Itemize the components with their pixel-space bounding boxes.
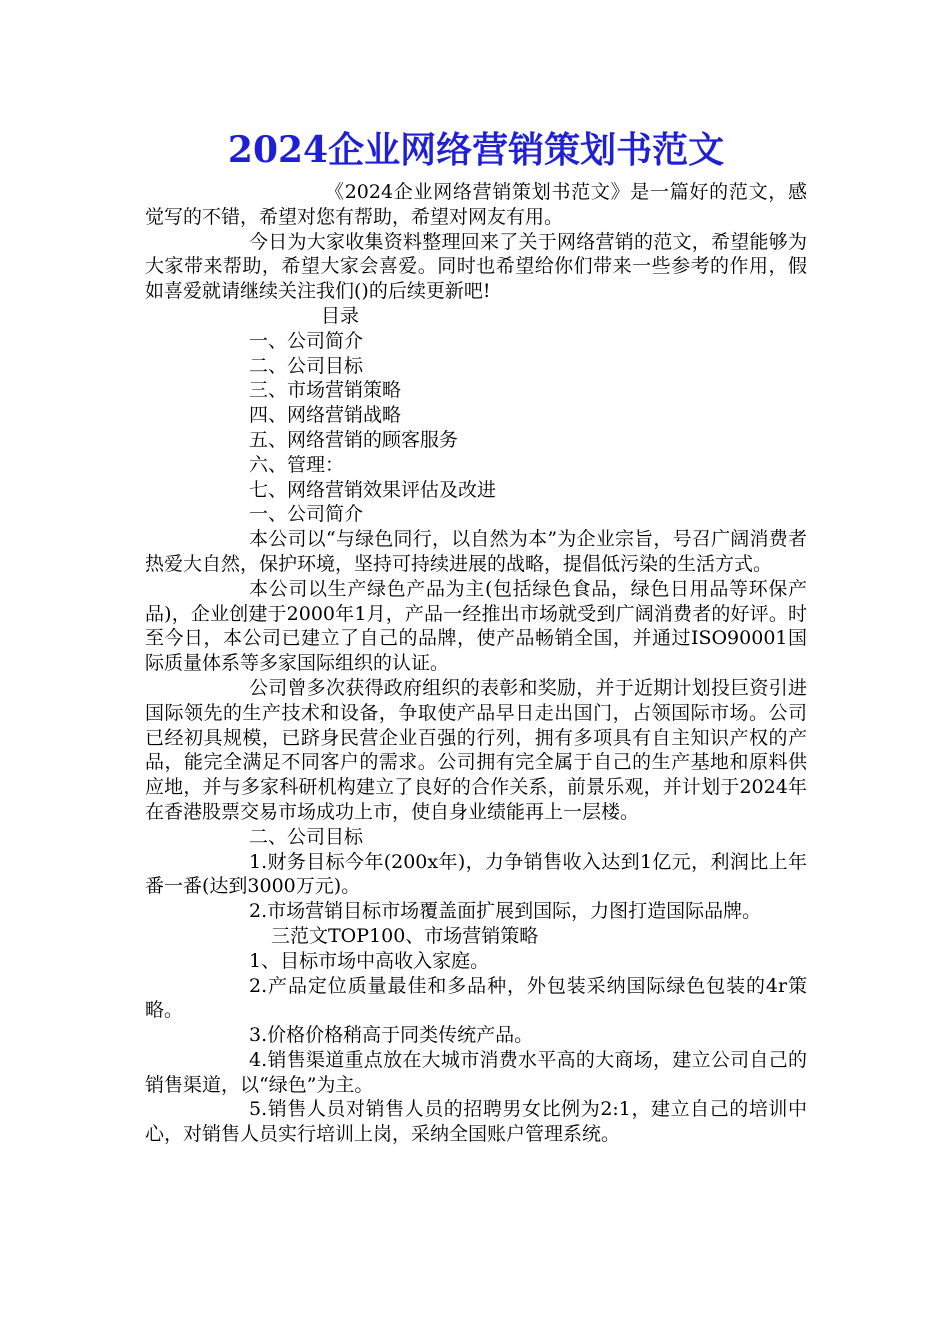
section3-item: 4.销售渠道重点放在大城市消费水平高的大商场，建立公司自己的销售渠道，以“绿色”为主。 [145,1048,807,1096]
toc-item: 五、网络营销的顾客服务 [249,428,459,451]
section1-paragraph: 本公司以生产绿色产品为主(包括绿色食品，绿色日用品等环保产品)，企业创建于2000年1月，产品一经推出市场就受到广阔消费者的好评。时至今日，本公司已建立了自己的品牌，使产品畅销全国，并通过ISO90001国际质量体系等多家国际组织的认证。 [145,577,807,675]
document-title: 2024企业网络营销策划书范文 [227,129,725,171]
section1-paragraph: 公司曾多次获得政府组织的表彰和奖励，并于近期计划投巨资引进国际领先的生产技术和设备，争取使产品早日走出国门，占领国际市场。公司已经初具规模，已跻身民营企业百强的行列，拥有多项具有自主知识产权的产品，能完全满足不同客户的需求。公司拥有完全属于自己的生产基地和原料供应地，并与多家科研机构建立了良好的合作关系，前景乐观，并计划于2024年在香港股票交易市场成功上市，使自身业绩能再上一层楼。 [145,676,807,823]
section3-heading: 三范文TOP100、市场营销策略 [271,924,539,947]
toc-item: 三、市场营销策略 [249,379,402,402]
toc-item: 一、公司简介 [249,329,364,352]
section1-paragraph: 本公司以“与绿色同行，以自然为本”为企业宗旨，号召广阔消费者热爱大自然，保护环境，坚持可持续进展的战略，提倡低污染的生活方式。 [145,528,807,575]
document-page [145,120,807,1147]
toc-item: 四、网络营销战略 [249,404,402,427]
section1-heading: 一、公司简介 [249,503,364,526]
toc-item: 二、公司目标 [249,354,364,377]
section3-item: 1、目标市场中高收入家庭。 [249,949,490,972]
section2-item: 1.财务目标今年(200x年)，力争销售收入达到1亿元，利润比上年番一番(达到3000万元)。 [145,850,807,898]
section3-item: 2.产品定位质量最佳和多品种，外包装采纳国际绿色包装的4r策略。 [145,974,807,1022]
section2-item: 2.市场营销目标市场覆盖面扩展到国际，力图打造国际品牌。 [249,900,762,923]
preface-paragraph: 今日为大家收集资料整理回来了关于网络营销的范文，希望能够为大家带来帮助，希望大家会喜爱。同时也希望给你们带来一些参考的作用，假如喜爱就请继续关注我们()的后续更新吧! [145,230,807,303]
toc-heading: 目录 [321,304,360,327]
toc-item: 六、管理： [249,453,345,476]
section3-item: 5.销售人员对销售人员的招聘男女比例为2:1，建立自己的培训中心，对销售人员实行培训上岗，采纳全国账户管理系统。 [145,1098,807,1146]
toc-item: 七、网络营销效果评估及改进 [249,478,497,501]
section2-heading: 二、公司目标 [249,825,364,848]
intro-paragraph: 《2024企业网络营销策划书范文》是一篇好的范文，感觉写的不错，希望对您有帮助，希望对网友有用。 [145,181,807,228]
section3-item: 3.价格价格稍高于同类传统产品。 [249,1024,534,1047]
